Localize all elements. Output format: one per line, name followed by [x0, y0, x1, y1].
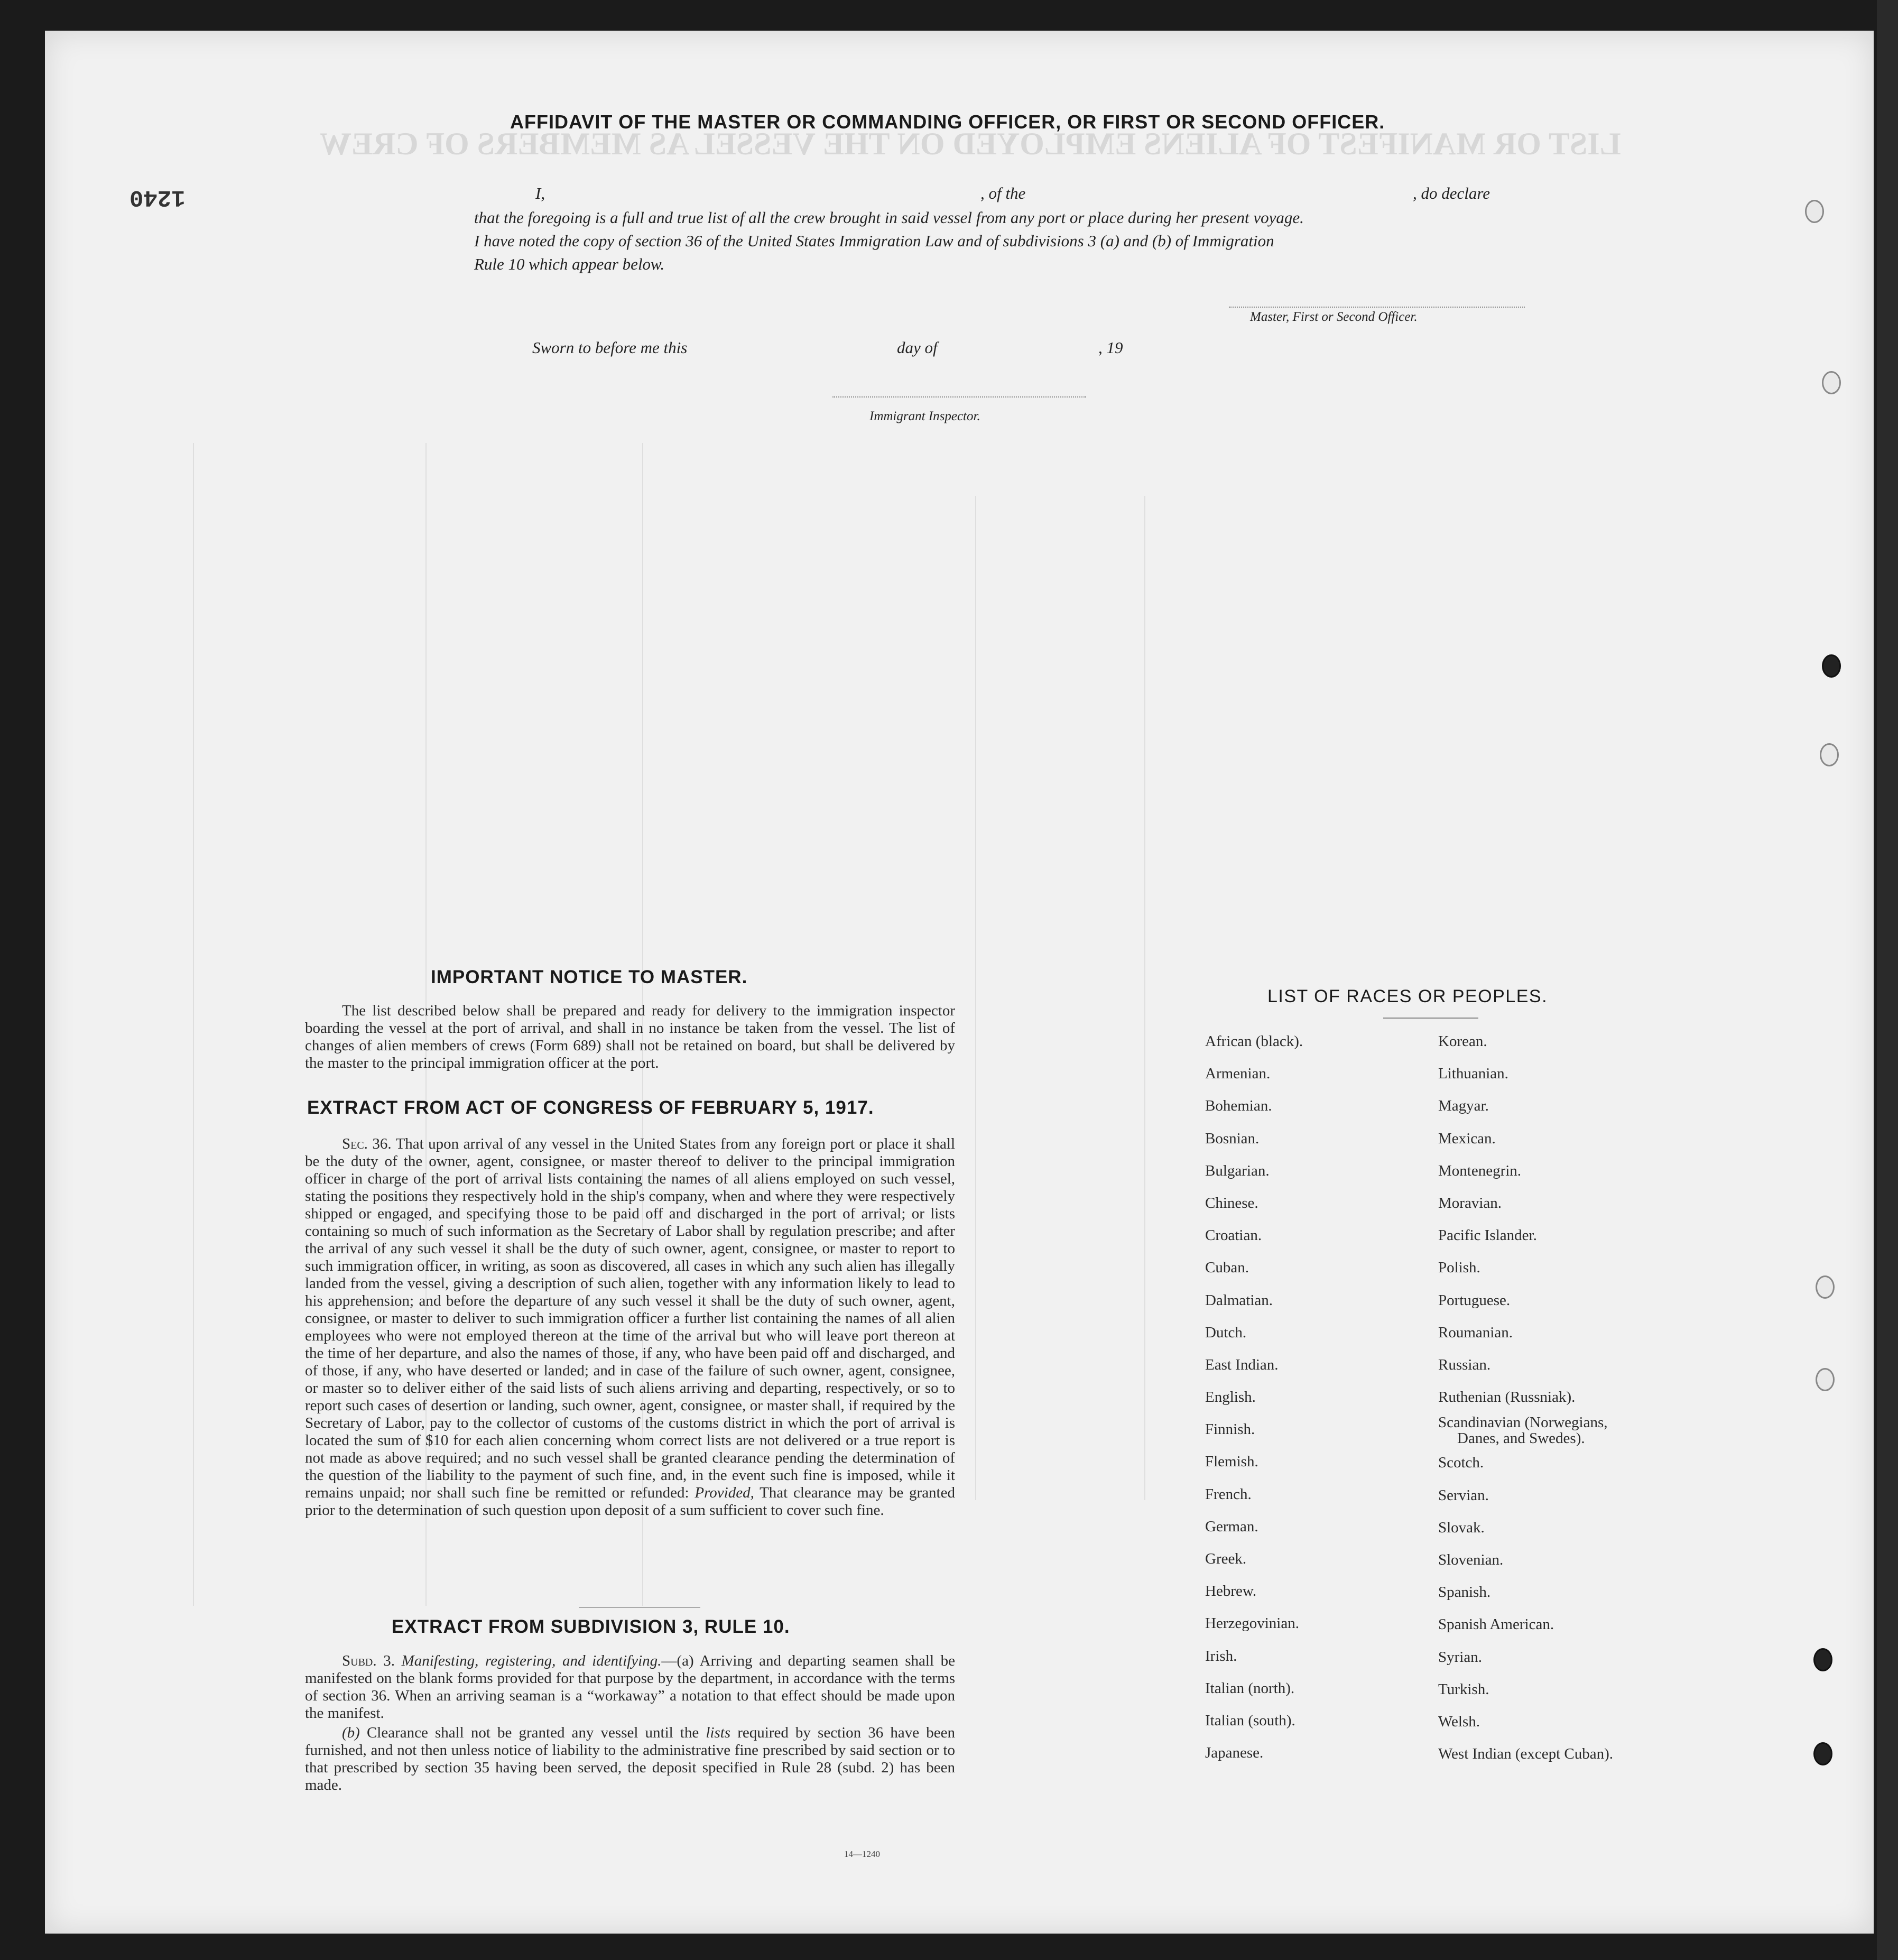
race-item: Greek.	[1205, 1550, 1247, 1567]
race-item: Flemish.	[1205, 1453, 1258, 1471]
race-item: Japanese.	[1205, 1744, 1264, 1762]
race-item: Italian (north).	[1205, 1679, 1295, 1697]
affidavit-of-the: , of the	[980, 184, 1026, 202]
race-item: Bosnian.	[1205, 1130, 1260, 1147]
form-number: 14—1240	[844, 1849, 880, 1859]
race-item: Ruthenian (Russniak).	[1438, 1389, 1576, 1406]
binder-hole-icon	[1816, 1368, 1835, 1391]
race-item: Scotch.	[1438, 1454, 1484, 1472]
act-title: EXTRACT FROM ACT OF CONGRESS OF FEBRUARY 5, 1917.	[307, 1097, 874, 1118]
race-item: Welsh.	[1438, 1713, 1480, 1730]
subd-label: Subd. 3.	[342, 1652, 395, 1669]
rule-paragraph-b	[305, 1724, 955, 1794]
bleed-through-text: LIST OR MANIFEST OF ALIENS EMPLOYED ON THE VESSEL AS MEMBERS OF CREW	[320, 126, 1621, 161]
race-item	[1438, 1413, 1613, 1447]
race-item: German.	[1205, 1518, 1258, 1535]
binder-hole-icon	[1816, 1275, 1835, 1299]
race-item: Turkish.	[1438, 1680, 1489, 1698]
race-item: French.	[1205, 1485, 1252, 1503]
act-provided: Provided,	[695, 1484, 754, 1501]
race-item: Cuban.	[1205, 1259, 1249, 1277]
notice-title: IMPORTANT NOTICE TO MASTER.	[431, 967, 748, 987]
act-body: That upon arrival of any vessel in the United States from any foreign port or place it shall be the duty of the owner, agent, consignee, or master thereof to deliver to the principal immigration officer in charge of the port of arrival lists containing the names of all aliens employed on such vessel, stating the positions they respectively hold in the ship's company, when and where they were respectively shipped or engaged, and specifying those to be paid off and discharged in the port of arrival; or lists containing so much of such information as the Secretary of Labor shall by regulation prescribe; and after the arrival of any such vessel it shall be the duty of such owner, agent, consignee, or master to report to such immigration officer, in writing, as soon as discovered, all cases in which any such alien has illegally landed from the vessel, giving a description of such alien, together with any information likely to lead to his apprehension; and before the departure of any such vessel it shall be the duty of such owner, agent, consignee, or master to deliver to such immigration officer a further list containing the names of all alien employees who were not employed thereon at the time of the arrival but who will leave port thereon at the time of her departure, and also the names of those, if any, who have been paid off and discharged, and of those, if any, who have deserted or landed; and in case of the failure of such owner, agent, consignee, or master so to deliver either of the said lists of such aliens arriving and departing, respectively, or so to report such cases of desertion or landing, such owner, agent, consignee, or master shall, if required by the Secretary of Labor, pay to the collector of customs of the customs district in which the port of arrival is located the sum of $10 for each alien concerning whom correct lists are not delivered or a true report is not made as above required; and no such vessel shall be granted clearance pending the determination of the question of the liability to the payment of such fine, and, in the event such fine is imposed, while it remains unpaid; nor shall such fine be remitted or refunded:	[305, 1135, 956, 1501]
inspector-label: Immigrant Inspector.	[869, 409, 980, 423]
race-item: Finnish.	[1205, 1421, 1255, 1438]
signature-line	[1229, 307, 1525, 308]
subd-b-label: (b)	[342, 1724, 360, 1741]
act-section-label: Sec. 36.	[342, 1135, 392, 1152]
races-column-2	[1438, 1025, 1613, 1770]
binder-hole-icon	[1813, 1742, 1832, 1765]
race-item: Lithuanian.	[1438, 1065, 1508, 1083]
race-item: Armenian.	[1205, 1065, 1271, 1083]
subd-b-text-2: required by section 36 have been furnished, and not then unless notice of liability to the administrative fine prescribed by said section or to that prescribed by section 35 having been served, the deposit specified in Rule 28 (subd. 2) has been made.	[305, 1724, 955, 1793]
race-item: Magyar.	[1438, 1097, 1489, 1115]
race-item: Syrian.	[1438, 1648, 1482, 1666]
race-item: Slovak.	[1438, 1519, 1485, 1536]
sworn-text: Sworn to before me this	[532, 338, 688, 357]
document-sheet	[45, 31, 1874, 1934]
notice-text	[305, 1002, 955, 1074]
rule-title: EXTRACT FROM SUBDIVISION 3, RULE 10.	[392, 1616, 790, 1637]
affidavit-i: I,	[535, 184, 545, 202]
stamp-number: 1240	[129, 184, 186, 210]
race-item-scandinavian-cont: Danes, and Swedes).	[1457, 1430, 1585, 1447]
race-item: Irish.	[1205, 1647, 1237, 1665]
race-item: Dalmatian.	[1205, 1291, 1273, 1309]
race-item: Spanish American.	[1438, 1616, 1554, 1633]
race-item: Bulgarian.	[1205, 1162, 1270, 1179]
race-item: Herzegovinian.	[1205, 1615, 1299, 1632]
race-item: Hebrew.	[1205, 1583, 1257, 1600]
act-text	[305, 1135, 955, 1521]
subd-b-text-1: Clearance shall not be granted any vessel until the	[366, 1724, 699, 1741]
binder-hole-icon	[1805, 200, 1824, 223]
inspector-line	[832, 396, 1086, 397]
race-item: Spanish.	[1438, 1584, 1491, 1601]
race-item: Italian (south).	[1205, 1712, 1295, 1729]
race-item: East Indian.	[1205, 1356, 1279, 1373]
binder-hole-icon	[1822, 371, 1841, 394]
year-text: , 19	[1098, 338, 1123, 357]
affidavit-title: AFFIDAVIT OF THE MASTER OR COMMANDING OFFICER, OR FIRST OR SECOND OFFICER.	[510, 111, 1385, 133]
race-item: English.	[1205, 1389, 1256, 1406]
divider-1	[579, 1607, 700, 1608]
subd-text-a: —(a) Arriving and departing seamen shall be manifested on the blank forms provided for that purpose by the department, in accordance with the terms of section 36. When an arriving seaman is a “workaway” a notation to that effect should be made upon the manifest.	[305, 1652, 955, 1722]
race-item: Moravian.	[1438, 1194, 1502, 1212]
affidavit-line-2: that the foregoing is a full and true list of all the crew brought in said vessel from any port or place during her present voyage.	[474, 208, 1304, 227]
race-item: Polish.	[1438, 1259, 1480, 1277]
binder-hole-icon	[1822, 654, 1841, 678]
race-item: Korean.	[1438, 1033, 1487, 1050]
signature-label: Master, First or Second Officer.	[1250, 310, 1418, 324]
race-item: Slovenian.	[1438, 1551, 1504, 1568]
race-item: Chinese.	[1205, 1194, 1258, 1212]
race-item: Mexican.	[1438, 1130, 1496, 1147]
race-item: Montenegrin.	[1438, 1162, 1522, 1179]
races-title-underline	[1383, 1018, 1478, 1019]
affidavit-line-3: I have noted the copy of section 36 of the United States Immigration Law and of subdivisions 3 (a) and (b) of Immigration	[474, 232, 1274, 250]
binder-hole-icon	[1813, 1648, 1832, 1671]
subd-b-lists: lists	[706, 1724, 731, 1741]
race-item: Russian.	[1438, 1356, 1491, 1373]
scan-border	[1877, 0, 1898, 1960]
races-column-1	[1205, 1025, 1303, 1769]
race-item: Dutch.	[1205, 1324, 1247, 1341]
race-item: Roumanian.	[1438, 1324, 1513, 1341]
subd-italic: Manifesting, registering, and identifying.	[401, 1652, 662, 1669]
race-item: West Indian (except Cuban).	[1438, 1745, 1614, 1763]
race-item: Servian.	[1438, 1486, 1489, 1504]
notice-paragraph: The list described below shall be prepared and ready for delivery to the immigration inspector boarding the vessel at the port of arrival, and shall in no instance be taken from the vessel. The list of changes of alien members of crews (Form 689) shall not be retained on board, but shall be delivered by the master to the principal immigration officer at the port.	[305, 1002, 955, 1071]
binder-hole-icon	[1820, 743, 1839, 766]
affidavit-do-declare: , do declare	[1413, 184, 1490, 202]
race-item: Bohemian.	[1205, 1097, 1272, 1115]
affidavit-line-4: Rule 10 which appear below.	[474, 255, 665, 273]
day-of-text: day of	[897, 338, 938, 357]
race-item: Pacific Islander.	[1438, 1227, 1537, 1244]
rule-text	[305, 1652, 955, 1796]
race-item: Portuguese.	[1438, 1291, 1511, 1309]
race-item: Croatian.	[1205, 1227, 1262, 1244]
act-paragraph	[305, 1135, 955, 1519]
race-item-scandinavian: Scandinavian (Norwegians,	[1438, 1414, 1608, 1431]
act-body-end: That clearance may be granted prior to the determination of such question upon deposit of a sum sufficient to cover such fine.	[305, 1484, 955, 1519]
race-item: African (black).	[1205, 1033, 1303, 1050]
rule-paragraph-a	[305, 1652, 955, 1722]
races-title: LIST OF RACES OR PEOPLES.	[1267, 986, 1548, 1006]
